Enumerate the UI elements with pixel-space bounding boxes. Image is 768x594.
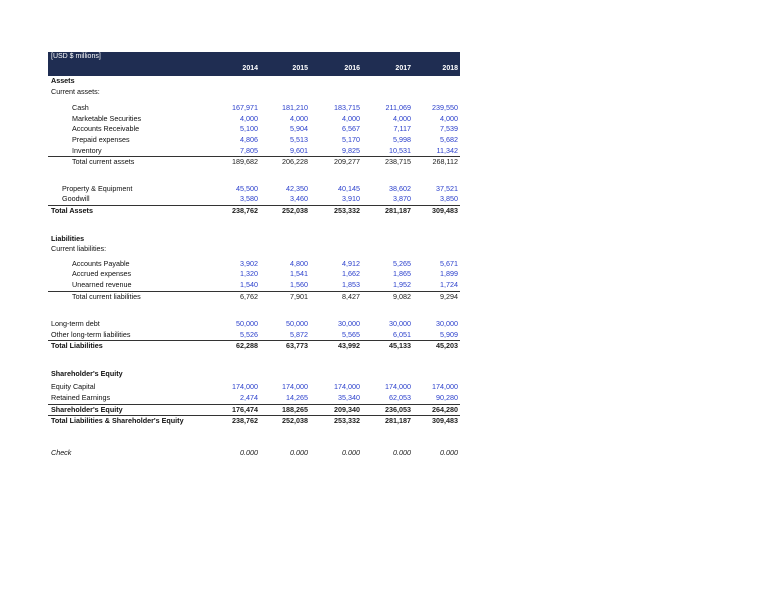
check-row: Check 0.000 0.000 0.000 0.000 0.000 (51, 447, 458, 457)
table-row: Retained Earnings 2,474 14,265 35,340 62,053 90,280 (48, 393, 460, 405)
table-row: Marketable Securities 4,000 4,000 4,000 4,000 4,000 (72, 113, 458, 123)
table-row: Accounts Receivable 5,100 5,904 6,567 7,117 7,539 (72, 124, 458, 134)
balance-sheet (48, 52, 460, 458)
year-header: 2016 (344, 65, 360, 72)
table-row: Goodwill 3,580 3,460 3,910 3,870 3,850 (48, 194, 460, 206)
table-row: Equity Capital 174,000 174,000 174,000 174,000 174,000 (51, 382, 458, 392)
unit-label: [USD $ millions] (51, 53, 101, 60)
table-row: Accrued expenses 1,320 1,541 1,662 1,865 1,899 (72, 269, 458, 279)
subheading-current-liabilities: Current liabilities: (51, 244, 107, 254)
total-current-liabilities-row: Total current liabilities 6,762 7,901 8,427 9,082 9,294 (72, 291, 458, 301)
section-heading-assets: Assets (51, 76, 75, 85)
table-row: Cash 167,971 181,210 183,715 211,069 239,550 (72, 103, 458, 113)
year-header: 2015 (292, 65, 308, 72)
total-equity-row: Shareholder's Equity 176,474 188,265 209,340 236,053 264,280 (48, 405, 460, 417)
subheading-current-assets: Current assets: (51, 86, 100, 96)
total-liabilities-row: Total Liabilities 62,288 63,773 43,992 45,133 45,203 (51, 341, 458, 351)
total-current-assets-row: Total current assets 189,682 206,228 209,277 238,715 268,112 (72, 157, 458, 167)
table-row: Long-term debt 50,000 50,000 30,000 30,000 30,000 (51, 319, 458, 329)
sheet-header (48, 52, 460, 76)
table-row: Property & Equipment 45,500 42,350 40,145 38,602 37,521 (62, 183, 458, 193)
section-heading-equity: Shareholder's Equity (51, 368, 123, 378)
total-assets-row: Total Assets 238,762 252,038 253,332 281,187 309,483 (51, 205, 458, 215)
table-row: Inventory 7,805 9,601 9,825 10,531 11,342 (48, 146, 460, 158)
table-row: Other long-term liabilities 5,526 5,872 5,565 6,051 5,909 (48, 330, 460, 342)
table-row: Prepaid expenses 4,806 5,513 5,170 5,998 5,682 (72, 134, 458, 144)
total-liabilities-equity-row: Total Liabilities & Shareholder's Equity 238,762 252,038 253,332 281,187 309,483 (51, 416, 458, 426)
year-header: 2017 (395, 65, 411, 72)
year-header: 2018 (442, 65, 458, 72)
section-heading-liabilities: Liabilities (51, 233, 85, 243)
table-row: Accounts Payable 3,902 4,800 4,912 5,265 5,671 (72, 258, 458, 268)
table-row: Unearned revenue 1,540 1,560 1,853 1,952 1,724 (48, 280, 460, 292)
year-header: 2014 (242, 65, 258, 72)
